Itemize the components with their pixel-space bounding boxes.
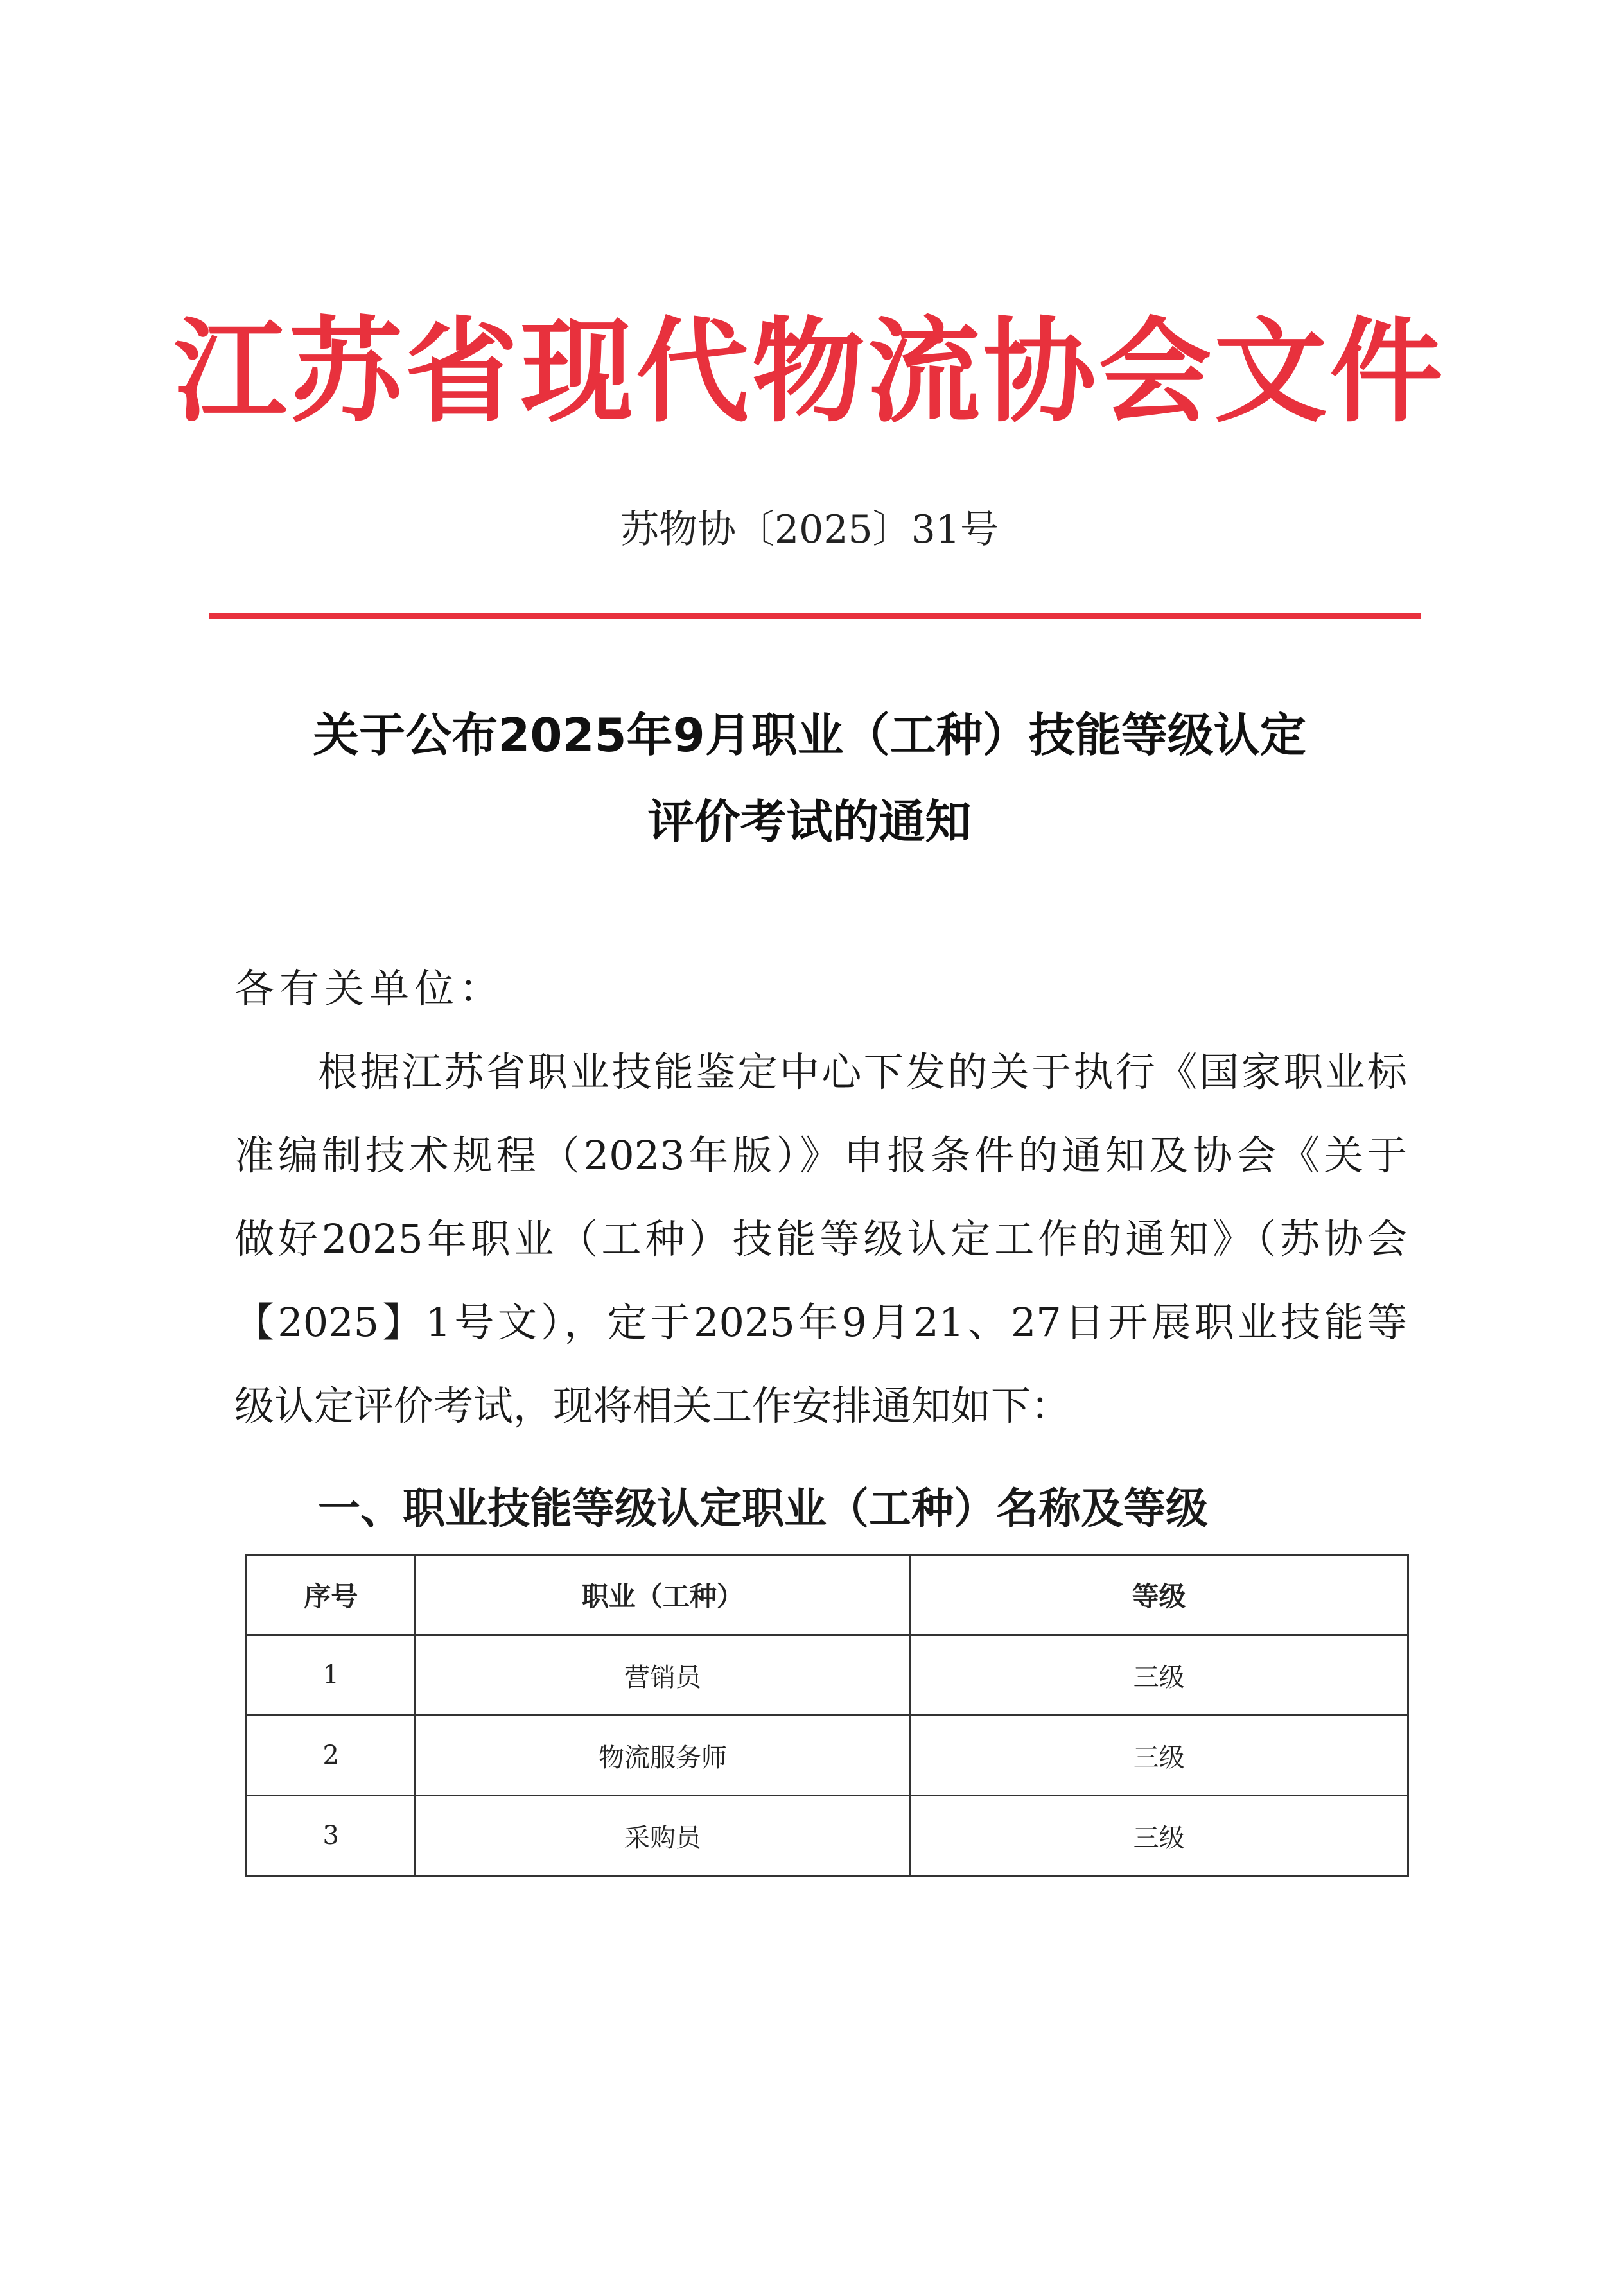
header-occupation: 职业（工种） (416, 1555, 910, 1635)
cell-occupation: 物流服务师 (416, 1716, 910, 1796)
paragraph-line: 根据江苏省职业技能鉴定中心下发的关于执行《国家职业标 (318, 1048, 1407, 1095)
salutation: 各有关单位： (234, 965, 505, 1012)
cell-level: 三级 (910, 1716, 1408, 1796)
notice-title-line-1: 关于公布2025年9月职业（工种）技能等级认定 (313, 708, 1306, 762)
table-row (247, 1716, 1408, 1796)
table-row (247, 1635, 1408, 1716)
occupation-grade-table (245, 1554, 1409, 1877)
cell-occupation: 营销员 (416, 1635, 910, 1716)
table-header-row (247, 1555, 1408, 1635)
notice-title-line-2: 评价考试的通知 (647, 795, 972, 849)
cell-index: 1 (247, 1635, 416, 1716)
header-level: 等级 (910, 1555, 1408, 1635)
cell-level: 三级 (910, 1796, 1408, 1876)
table-row (247, 1796, 1408, 1876)
paragraph-line: 【2025】1号文），定于2025年9月21、27日开展职业技能等 (234, 1299, 1407, 1346)
paragraph-line: 级认定评价考试，现将相关工作安排通知如下： (234, 1382, 1071, 1429)
paragraph-line: 准编制技术规程（2023年版）》申报条件的通知及协会《关于 (234, 1132, 1407, 1179)
document-number: 苏物协〔2025〕31号 (620, 507, 999, 552)
header-index: 序号 (247, 1555, 416, 1635)
document-header-title: 江苏省现代物流协会文件 (173, 306, 1446, 438)
cell-index: 3 (247, 1796, 416, 1876)
cell-level: 三级 (910, 1635, 1408, 1716)
section-heading: 一、职业技能等级认定职业（工种）名称及等级 (318, 1484, 1208, 1533)
cell-index: 2 (247, 1716, 416, 1796)
cell-occupation: 采购员 (416, 1796, 910, 1876)
paragraph-line: 做好2025年职业（工种）技能等级认定工作的通知》（苏协会 (234, 1215, 1407, 1262)
red-divider-line (209, 613, 1421, 619)
